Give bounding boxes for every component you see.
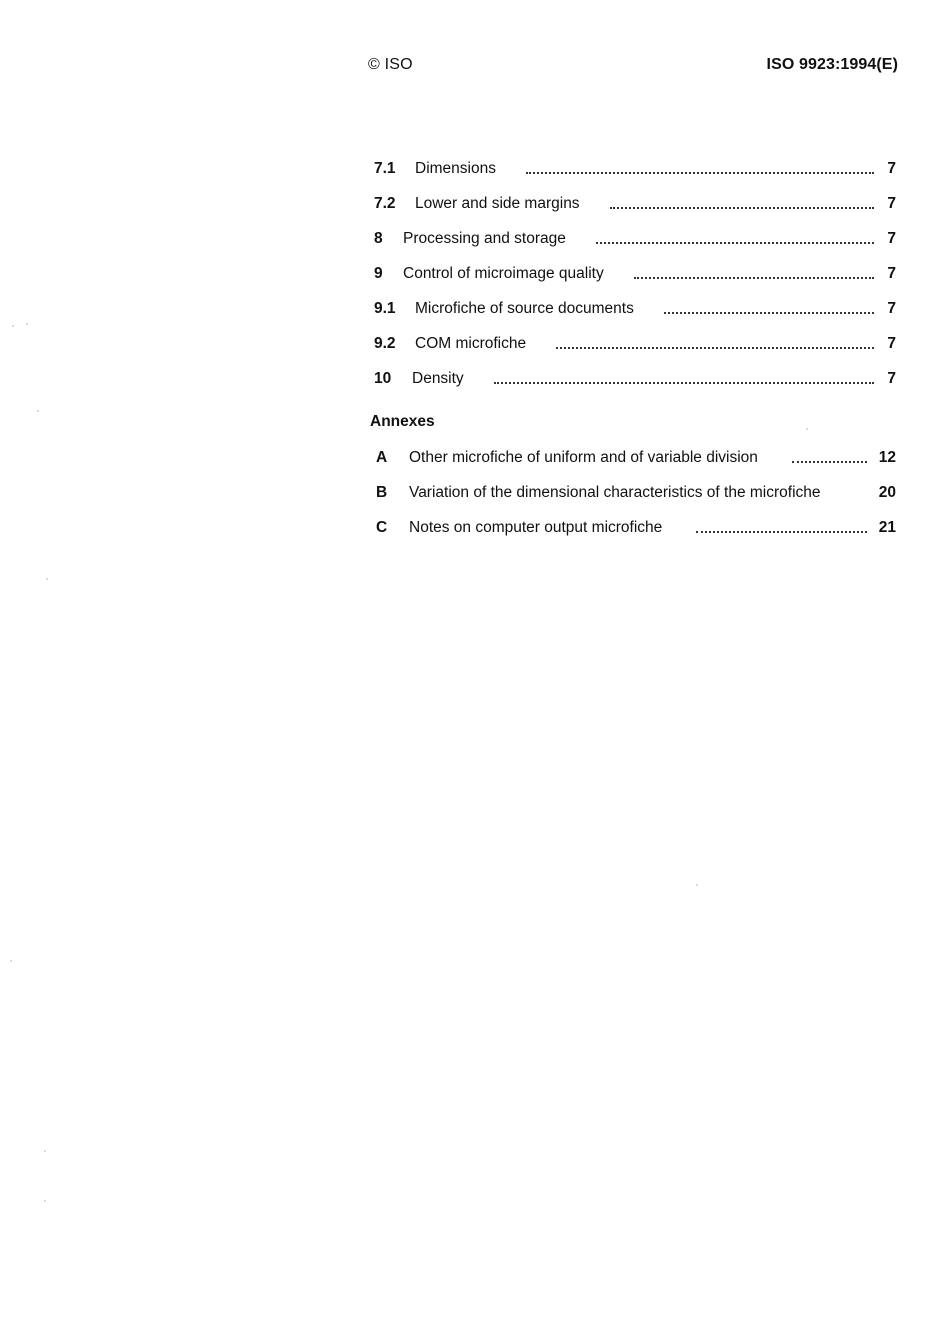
toc-entry-number: 9.1	[374, 300, 396, 317]
annex-letter: B	[376, 484, 388, 501]
annex-title: Other microfiche of uniform and of variable division	[409, 449, 758, 466]
toc-entry[interactable]	[374, 298, 896, 333]
annex-entry[interactable]	[376, 482, 896, 517]
toc-entry[interactable]	[374, 333, 896, 368]
toc-entry-page: 7	[887, 265, 896, 282]
scan-speck	[26, 323, 28, 325]
dot-leader	[664, 298, 874, 314]
annex-title: Variation of the dimensional characteristics of the microfiche	[409, 484, 821, 501]
toc-entry-title: COM microfiche	[415, 335, 527, 352]
toc-entry[interactable]	[374, 368, 896, 403]
dot-leader	[556, 333, 874, 349]
annexes-heading: Annexes	[370, 413, 435, 430]
annex-page: 21	[878, 519, 896, 536]
dot-leader	[610, 193, 874, 209]
toc-entry-number: 10	[374, 370, 392, 387]
dot-leader	[526, 158, 874, 174]
annex-page: 20	[878, 484, 896, 501]
toc-entry-page: 7	[887, 160, 896, 177]
toc-entry-page: 7	[887, 195, 896, 212]
toc-entry-title: Microfiche of source documents	[415, 300, 634, 317]
toc-entry-number: 7.2	[374, 195, 396, 212]
toc-entry-title: Lower and side margins	[415, 195, 580, 212]
dot-leader	[696, 517, 866, 533]
annex-letter: C	[376, 519, 388, 536]
annex-list	[376, 447, 896, 552]
toc-entry-title: Density	[412, 370, 464, 387]
toc-entry[interactable]	[374, 228, 896, 263]
dot-leader	[634, 263, 874, 279]
toc-entry[interactable]	[374, 263, 896, 298]
toc-entry[interactable]	[374, 158, 896, 193]
page-header	[368, 56, 898, 78]
dot-leader	[494, 368, 874, 384]
table-of-contents	[374, 158, 896, 403]
annex-letter: A	[376, 449, 388, 466]
scan-speck	[696, 884, 698, 886]
scan-speck	[44, 1150, 46, 1152]
toc-entry-title: Processing and storage	[403, 230, 566, 247]
toc-entry-number: 9.2	[374, 335, 396, 352]
toc-entry-page: 7	[887, 370, 896, 387]
scan-speck	[806, 428, 808, 430]
scan-speck	[46, 578, 48, 580]
toc-entry[interactable]	[374, 193, 896, 228]
toc-entry-title: Dimensions	[415, 160, 496, 177]
scan-speck	[37, 410, 39, 412]
scan-speck	[10, 960, 12, 962]
dot-leader	[792, 447, 867, 463]
toc-entry-number: 8	[374, 230, 383, 247]
toc-entry-number: 7.1	[374, 160, 396, 177]
annex-title: Notes on computer output microfiche	[409, 519, 663, 536]
toc-entry-page: 7	[887, 300, 896, 317]
scan-speck	[44, 1200, 46, 1202]
dot-leader	[596, 228, 874, 244]
annex-page: 12	[878, 449, 896, 466]
standard-number: ISO 9923:1994(E)	[766, 56, 898, 73]
scan-speck	[12, 325, 14, 327]
toc-entry-title: Control of microimage quality	[403, 265, 604, 282]
toc-entry-number: 9	[374, 265, 383, 282]
copyright-label: © ISO	[368, 56, 413, 73]
annex-entry[interactable]	[376, 517, 896, 552]
toc-entry-page: 7	[887, 230, 896, 247]
annex-entry[interactable]	[376, 447, 896, 482]
toc-entry-page: 7	[887, 335, 896, 352]
